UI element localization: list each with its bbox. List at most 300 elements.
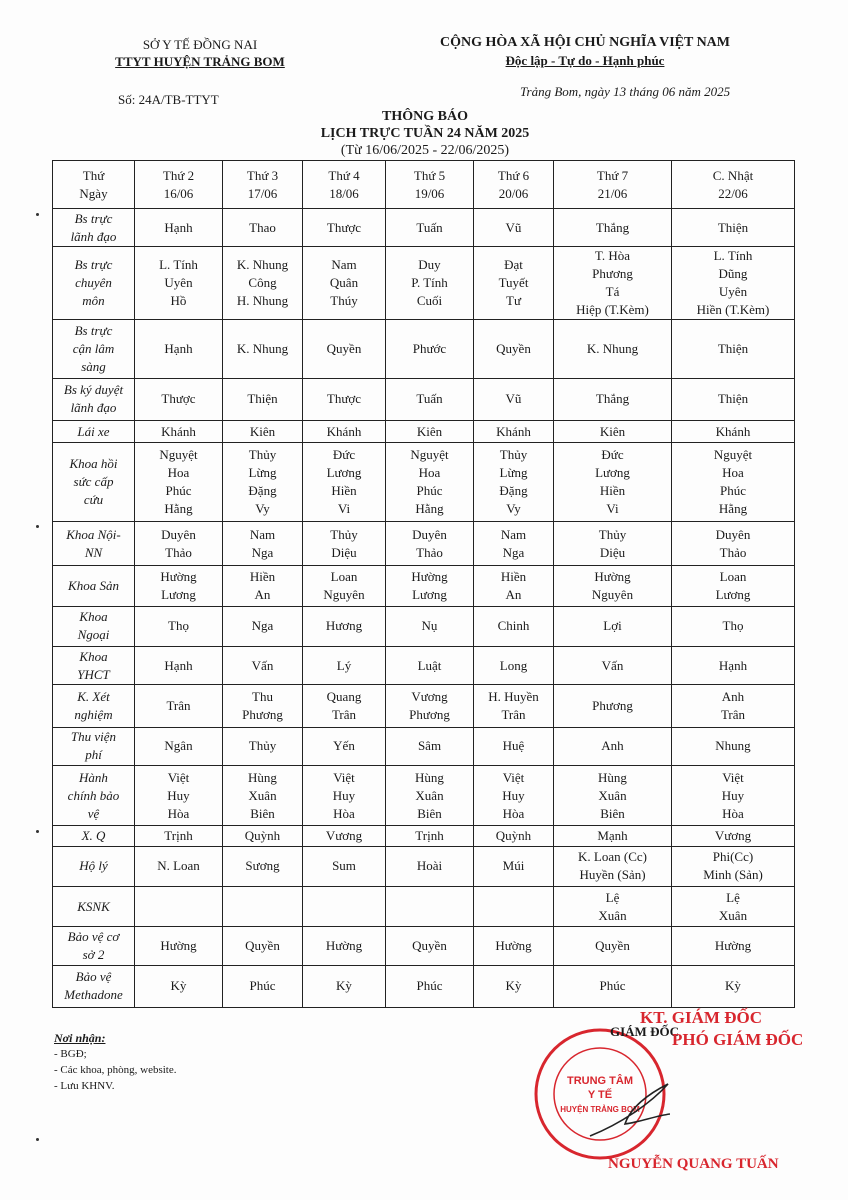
cell-text: Việt [333,769,355,785]
cell-text: Thảo [719,544,747,560]
row-label-cell [53,566,135,606]
cell-text: Đức [332,447,356,463]
table-cell [474,685,554,727]
table-cell [672,606,795,646]
table-cell [303,378,386,420]
cell-text: Hương [325,618,363,634]
cell-text: Luật [417,657,442,673]
cell-text: Huy [332,787,356,803]
table-cell [223,727,303,765]
table-cell [303,646,386,684]
cell-text: Thiện [247,391,278,407]
cell-text: Minh (Sản) [703,867,763,883]
cell-text: Trân [331,706,357,722]
row-label-cell [53,421,135,443]
table-row [53,421,795,443]
title-date-range: (Từ 16/06/2025 - 22/06/2025) [340,143,510,158]
cell-text: Hường [714,937,752,953]
cell-text: Hạnh [164,219,193,235]
cell-text: Bs trực [74,210,113,226]
cell-text: Hằng [718,501,748,517]
cell-text: Phương [592,697,633,713]
cell-text: Vũ [505,219,522,235]
day-header-cell [474,161,554,209]
cell-text: lãnh đạo [70,400,117,416]
cell-text: Quyền [496,341,531,357]
table-cell [474,566,554,606]
cell-text: An [254,586,271,602]
cell-text: Quang [326,688,362,704]
motto: Độc lập - Tự do - Hạnh phúc [505,53,665,68]
cell-text: Ngân [164,738,193,754]
cell-text: Khánh [496,423,531,439]
cell-text: C. Nhật [712,167,754,183]
recipients-title: Nơi nhận: [54,1031,106,1045]
table-cell [672,566,795,606]
cell-text: Biên [600,805,625,821]
row-label-cell [53,443,135,522]
table-cell [474,606,554,646]
row-label-cell [53,521,135,565]
cell-text: Hùng [248,769,277,785]
cell-text: Hiền [331,483,357,499]
cell-text: Hộ lý [79,858,108,874]
cell-text: Duyên [412,526,447,542]
cell-text: L. Tính [713,247,753,263]
table-cell [303,886,386,926]
table-cell [554,246,672,320]
table-cell [474,209,554,246]
cell-text: 21/06 [597,185,628,201]
national-header [380,34,790,70]
cell-text: Mạnh [597,827,628,843]
table-cell [554,846,672,886]
table-cell [554,378,672,420]
cell-text: Bs ký duyệt [63,382,124,398]
row-label-cell [53,685,135,727]
cell-text: phí [85,747,102,763]
cell-text: Kỳ [336,978,352,994]
cell-text: 16/06 [163,185,194,201]
cell-text: Xuân [415,787,444,803]
table-cell [223,646,303,684]
cell-text: L. Tính [159,256,198,272]
agency-name: TTYT HUYỆN TRẢNG BOM [115,54,285,69]
cell-text: Việt [167,769,190,785]
table-cell [672,521,795,565]
cell-text: Lừng [248,465,277,481]
cell-text: 22/06 [718,185,748,201]
kt-director-title: KT. GIÁM ĐỐC [640,1008,762,1027]
cell-text: Nguyên [323,586,365,602]
cell-text: Thứ 2 [162,167,195,183]
cell-text: Lương [412,586,447,602]
cell-text: YHCT [77,666,110,682]
table-cell [135,646,223,684]
table-cell [554,886,672,926]
cell-text: Hạnh [164,657,193,673]
cell-text: Nam [249,526,276,542]
table-cell [223,927,303,965]
table-cell [672,246,795,320]
table-cell [386,320,474,378]
cell-text: K. Nhung [236,341,289,357]
country-name: CỘNG HÒA XÃ HỘI CHỦ NGHĨA VIỆT NAM [439,35,730,50]
duty-schedule-table [52,160,795,1008]
table-cell [135,521,223,565]
cell-text: Hoa [722,465,744,481]
table-cell [223,965,303,1007]
cell-text: Thọ [722,618,744,634]
cell-text: Vy [255,501,270,517]
table-row [53,826,795,846]
table-cell [386,246,474,320]
document-title [250,108,600,159]
table-cell [135,209,223,246]
cell-text: Hiệp (T.Kèm) [576,301,649,317]
table-cell [223,826,303,846]
title-schedule: LỊCH TRỰC TUẦN 24 NĂM 2025 [320,126,530,141]
scan-mark [36,1138,39,1141]
cell-text: chính bảo [67,787,120,803]
cell-text: Hường [594,568,631,584]
table-cell [386,727,474,765]
table-cell [672,886,795,926]
day-header-cell [223,161,303,209]
cell-text: Múi [502,858,525,874]
cell-text: Huy [167,787,190,803]
table-cell [386,209,474,246]
table-cell [303,246,386,320]
cell-text: H. Nhung [236,292,289,308]
recipient-item: - Các khoa, phòng, website. [54,1064,177,1076]
table-cell [672,826,795,846]
table-cell [554,646,672,684]
cell-text: Hường [411,568,448,584]
cell-text: Xuân [718,907,748,923]
cell-text: NN [84,544,103,560]
cell-text: Khoa [79,648,108,664]
cell-text: Quỳnh [244,827,281,843]
cell-text: Khoa [79,609,108,625]
table-cell [303,826,386,846]
table-cell [672,965,795,1007]
stamp-text: TRUNG TÂM [567,1075,633,1087]
row-label-cell [53,246,135,320]
cell-text: X. Q [81,827,106,843]
cell-text: 19/06 [414,185,445,201]
signer-name: NGUYỄN QUANG TUẤN [608,1156,779,1172]
cell-text: Anh [601,738,624,754]
cell-text: Nguyệt [410,447,449,463]
cell-text: Phi(Cc) [712,849,754,865]
cell-text: Sâm [417,738,442,754]
row-label-cell [53,927,135,965]
cell-text: Uyên [164,274,193,290]
cell-text: Hiền (T.Kèm) [696,301,770,317]
table-row [53,765,795,826]
table-cell [135,566,223,606]
cell-text: Lừng [499,465,528,481]
cell-text: Bảo vệ cơ [67,928,120,944]
table-cell [554,965,672,1007]
cell-text: Đức [601,447,624,463]
table-row [53,886,795,926]
table-cell [554,320,672,378]
cell-text: Thược [161,391,196,407]
table-cell [672,209,795,246]
cell-text: Quyền [245,937,280,953]
table-cell [386,521,474,565]
table-row [53,320,795,378]
table-cell [303,685,386,727]
cell-text: Thược [326,219,362,235]
table-cell [303,209,386,246]
table-cell [386,566,474,606]
table-cell [474,846,554,886]
cell-text: Tuyết [498,274,529,290]
cell-text: Kiên [599,423,626,439]
cell-text: sức cấp [73,474,114,490]
cell-text: Loan [330,568,358,584]
cell-text: vệ [87,805,100,821]
cell-text: Thảo [416,544,443,560]
parent-agency: SỞ Y TẾ ĐỒNG NAI [142,37,258,52]
cell-text: Phúc [165,483,192,499]
cell-text: Thủy [248,447,277,463]
cell-text: Tuấn [416,219,443,235]
table-cell [303,521,386,565]
cell-text: Nam [500,526,527,542]
table-cell [223,320,303,378]
cell-text: Chinh [497,618,530,634]
table-cell [303,765,386,826]
table-cell [672,378,795,420]
cell-text: Hành [79,769,108,785]
table-cell [386,846,474,886]
table-cell [386,826,474,846]
day-header-cell [303,161,386,209]
table-cell [474,378,554,420]
cell-text: Tá [605,283,620,299]
cell-text: Bs trực [74,323,113,339]
row-label-cell [53,646,135,684]
stamp-text: HUYỆN TRẢNG BOM [560,1105,640,1114]
cell-text: Kiên [249,423,276,439]
cell-text: Xuân [248,787,277,803]
cell-text: Khánh [161,423,196,439]
cell-text: Dũng [718,265,748,281]
cell-text: Đạt [504,256,523,272]
table-row [53,685,795,727]
cell-text: Hiền [249,568,276,584]
table-cell [135,886,223,926]
cell-text: Hằng [415,501,444,517]
cell-text: Thủy [598,526,627,542]
cell-text: Lý [336,657,352,673]
cell-text: K. Xét [77,688,110,704]
table-cell [303,965,386,1007]
cell-text: Nga [251,544,274,560]
cell-text: Vương [325,827,363,843]
table-row [53,246,795,320]
table-cell [474,246,554,320]
cell-text: Huy [502,787,525,803]
table-cell [223,443,303,522]
cell-text: Lương [326,465,362,481]
cell-text: Khoa Nội- [66,526,121,542]
cell-text: Kỳ [505,978,522,994]
table-cell [303,846,386,886]
table-cell [672,927,795,965]
table-cell [474,765,554,826]
cell-text: Bảo vệ [75,969,112,985]
cell-text: Quỳnh [495,827,532,843]
cell-text: Trịnh [415,827,444,843]
table-cell [223,765,303,826]
cell-text: Tư [506,292,521,308]
day-header-cell [672,161,795,209]
cell-text: Trân [501,706,526,722]
table-row [53,566,795,606]
cell-text: cận lâm [72,341,115,357]
cell-text: 18/06 [329,185,359,201]
table-cell [672,421,795,443]
cell-text: Huệ [502,738,525,754]
cell-text: Vương [714,827,752,843]
cell-text: Hoa [418,465,441,481]
cell-text: Hiền [599,483,626,499]
cell-text: lãnh đạo [70,228,117,244]
cell-text: chuyên [75,274,112,290]
table-cell [223,685,303,727]
cell-text: Trịnh [164,827,193,843]
table-cell [223,421,303,443]
table-row [53,378,795,420]
table-cell [223,566,303,606]
deputy-director-title: PHÓ GIÁM ĐỐC [672,1030,804,1049]
cell-text: nghiệm [74,706,113,722]
cell-text: Lương [161,586,196,602]
table-cell [135,685,223,727]
table-cell [474,421,554,443]
table-cell [135,826,223,846]
cell-text: Lệ [726,889,740,905]
table-cell [135,846,223,886]
table-cell [135,246,223,320]
cell-text: P. Tính [411,274,448,290]
place-date: Trảng Bom, ngày 13 tháng 06 năm 2025 [520,84,731,99]
cell-text: Thắng [595,391,630,407]
cell-text: Vấn [601,657,624,673]
table-cell [303,927,386,965]
cell-text: Thứ 4 [328,167,360,183]
table-cell [672,646,795,684]
cell-text: An [505,586,522,602]
cell-text: Nguyệt [713,447,753,463]
cell-text: Huy [721,787,745,803]
cell-text: Anh [721,688,745,704]
table-cell [223,209,303,246]
scan-mark [36,213,39,216]
table-row [53,443,795,522]
cell-text: Phúc [720,483,746,499]
table-cell [672,846,795,886]
scan-mark [36,830,39,833]
cell-text: Đặng [499,483,528,499]
table-row [53,727,795,765]
table-cell [474,965,554,1007]
cell-text: Thảo [165,544,192,560]
table-cell [386,886,474,926]
agency-header [70,36,330,70]
row-label-cell [53,606,135,646]
cell-text: Hạnh [164,341,193,357]
day-header-cell [386,161,474,209]
table-row [53,606,795,646]
cell-text: Thiện [717,219,749,235]
cell-text: sàng [81,359,106,375]
row-label-cell [53,846,135,886]
cell-text: Thu [252,688,273,704]
cell-text: Uyên [718,283,748,299]
table-cell [135,765,223,826]
table-cell [386,927,474,965]
cell-text: Loan [719,568,747,584]
row-label-cell [53,209,135,246]
cell-text: Thược [326,391,362,407]
cell-text: Bs trực [74,256,113,272]
cell-text: Hòa [167,805,190,821]
table-cell [554,209,672,246]
table-cell [474,927,554,965]
cell-text: Vũ [505,391,522,407]
table-cell [554,727,672,765]
table-cell [474,521,554,565]
cell-text: Diệu [599,544,626,560]
row-label-cell [53,965,135,1007]
cell-text: T. Hòa [594,247,631,263]
table-cell [135,927,223,965]
cell-text: Huyền (Sản) [579,867,646,883]
cell-text: Phúc [416,978,443,994]
table-cell [386,606,474,646]
table-cell [135,443,223,522]
cell-text: H. Huyền [488,688,539,704]
table-cell [303,727,386,765]
table-cell [386,378,474,420]
cell-text: Kiên [416,423,443,439]
scan-mark [36,525,39,528]
table-cell [223,378,303,420]
cell-text: Thiện [717,391,749,407]
title-notice: THÔNG BÁO [382,109,468,124]
cell-text: cứu [83,492,104,508]
row-label-cell [53,378,135,420]
cell-text: Khánh [715,423,751,439]
cell-text: Sương [245,858,280,874]
table-cell [672,727,795,765]
recipients [54,1030,314,1094]
cell-text: Thu viện [70,729,117,745]
cell-text: Duyên [715,526,751,542]
cell-text: Xuân [598,787,627,803]
cell-text: Hoa [167,465,190,481]
cell-text: Phương [592,265,633,281]
cell-text: Tuấn [416,391,443,407]
cell-text: Việt [722,769,744,785]
table-cell [672,443,795,522]
